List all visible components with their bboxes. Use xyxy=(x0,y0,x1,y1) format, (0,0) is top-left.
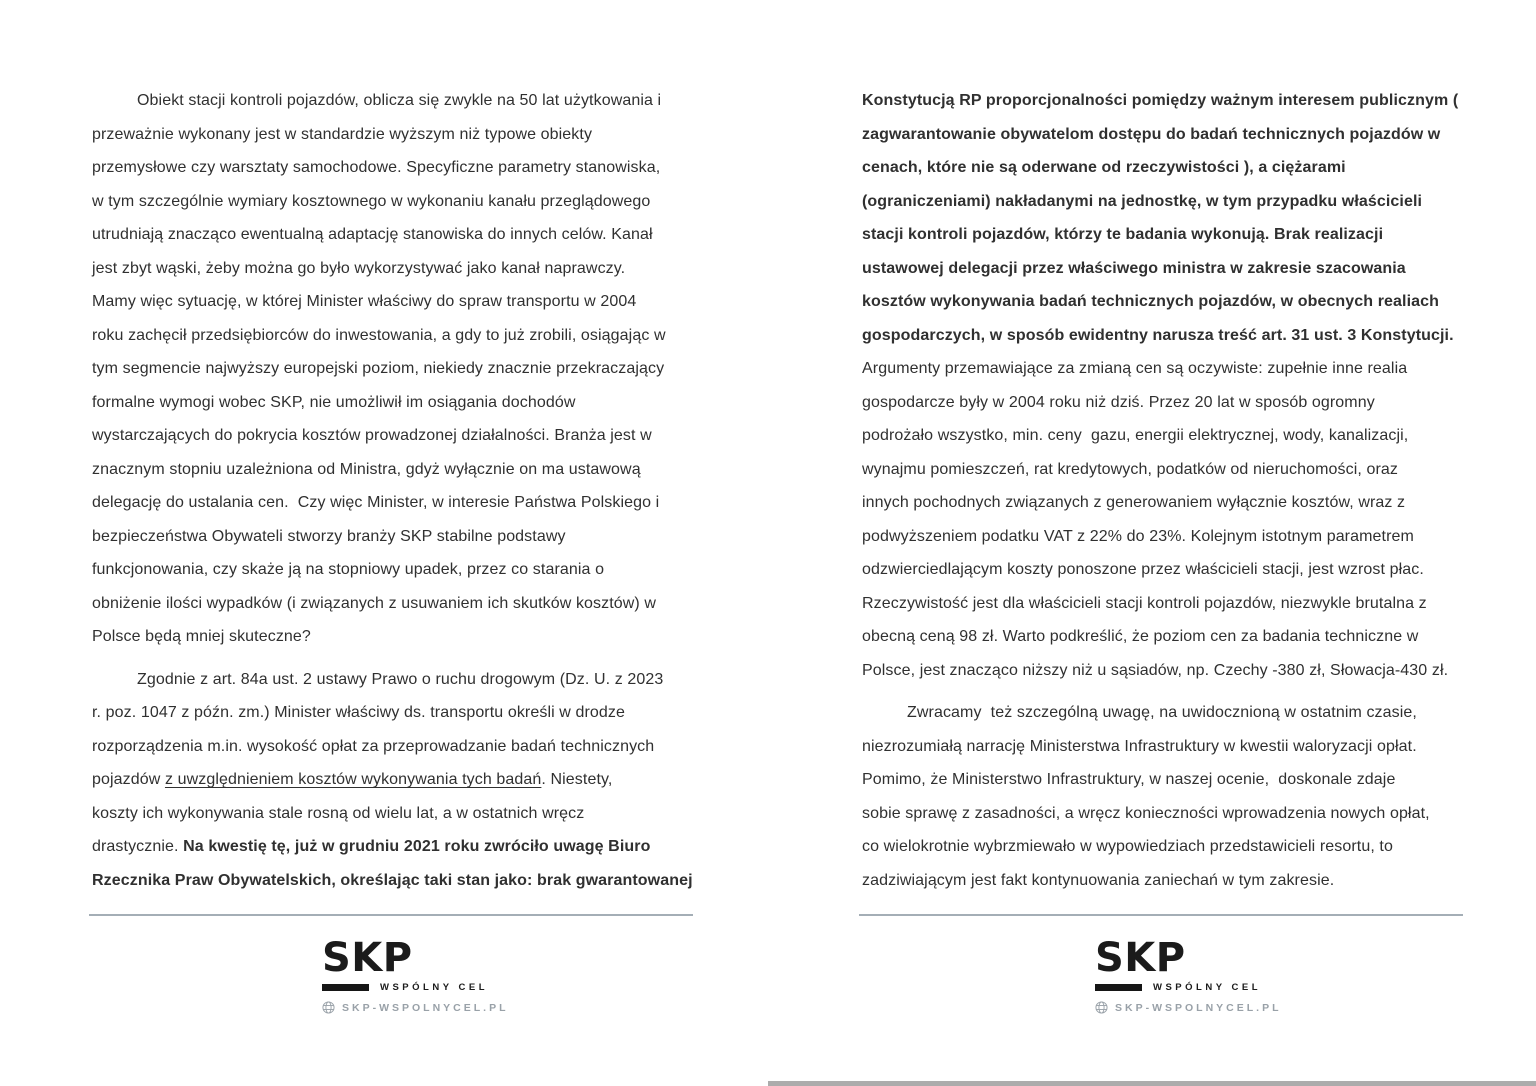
logo-tagline-row xyxy=(322,982,542,992)
logo-underline-bar xyxy=(322,984,369,991)
text-line: delegację do ustalania cen. Czy więc Minister, w interesie Państwa Polskiego i xyxy=(92,494,660,511)
text-line: formalne wymogi wobec SKP, nie umożliwił im osiągania dochodów xyxy=(92,393,576,411)
page-right-body-text xyxy=(862,84,1466,897)
paragraph xyxy=(862,84,1466,687)
text-line: tym segmencie najwyższy europejski poziom, niekiedy znacznie przekraczający xyxy=(92,360,665,377)
text-line: Rzecznika Praw Obywatelskich, określając taki stan jako: brak gwarantowanej xyxy=(92,871,693,889)
text-line: niezrozumiałą narrację Ministerstwa Infrastruktury w kwestii waloryzacji opłat. xyxy=(862,737,1417,755)
text-line: przeważnie wykonany jest w standardzie wyższym niż typowe obiekty xyxy=(92,125,593,143)
text-line: roku zachęcił przedsiębiorców do inwestowania, a gdy to już zrobili, osiągając w xyxy=(92,326,666,344)
text-line: Obiekt stacji kontroli pojazdów, oblicza się zwykle na 50 lat użytkowania i xyxy=(137,92,662,109)
text-line: w tym szczególnie wymiary kosztownego w wykonaniu kanału przeglądowego xyxy=(92,192,651,210)
text-line: drastycznie. Na kwestię tę, już w grudniu 2021 roku zwróciło uwagę Biuro xyxy=(92,838,651,855)
logo-tagline-row xyxy=(1095,982,1315,992)
text-line: Zwracamy też szczególną uwagę, na uwidocznioną w ostatnim czasie, xyxy=(907,704,1417,721)
text-line: gospodarczych, w sposób ewidentny narusza treść art. 31 ust. 3 Konstytucji. xyxy=(862,326,1454,344)
text-line: sobie sprawę z zasadności, a wręcz konieczności wprowadzenia nowych opłat, xyxy=(862,804,1430,822)
page-right xyxy=(768,0,1536,1086)
text-line: podwyższeniem podatku VAT z 22% do 23%. Kolejnym istotnym parametrem xyxy=(862,527,1414,545)
text-line: co wielokrotnie wybrzmiewało w wypowiedziach przedstawicieli resortu, to xyxy=(862,838,1393,855)
text-line: cenach, które nie są oderwane od rzeczywistości ), a ciężarami xyxy=(862,159,1346,176)
globe-icon xyxy=(1095,1001,1108,1014)
text-line: Konstytucją RP proporcjonalności pomiędzy ważnym interesem publicznym ( xyxy=(862,92,1459,109)
text-line: Polsce, jest znacząco niższy niż u sąsiadów, np. Czechy -380 zł, Słowacja-430 zł. xyxy=(862,661,1449,679)
paragraph xyxy=(862,696,1466,897)
text-line: obniżenie ilości wypadków (i związanych z usuwaniem ich skutków kosztów) w xyxy=(92,594,657,612)
text-line: r. poz. 1047 z późn. zm.) Minister właściwy ds. transportu określi w drodze xyxy=(92,704,626,721)
text-line: zagwarantowanie obywatelom dostępu do badań technicznych pojazdów w xyxy=(862,125,1441,143)
logo-underline-bar xyxy=(1095,984,1142,991)
skp-logo-wordmark: SKP xyxy=(322,935,413,981)
website-url: SKP-WSPOLNYCEL.PL xyxy=(1115,1001,1282,1014)
website-row xyxy=(322,1001,542,1014)
globe-icon xyxy=(322,1001,335,1014)
text-line: Zgodnie z art. 84a ust. 2 ustawy Prawo o ruchu drogowym (Dz. U. z 2023 xyxy=(137,670,664,688)
text-line: pojazdów z uwzględnieniem kosztów wykonywania tych badań. Niestety, xyxy=(92,771,613,788)
text-line: zadziwiającym jest fakt kontynuowania zaniechań w tym zakresie. xyxy=(862,871,1335,889)
text-line: Argumenty przemawiające za zmianą cen są oczywiste: zupełnie inne realia xyxy=(862,360,1408,377)
text-line: bezpieczeństwa Obywateli stworzy branży SKP stabilne podstawy xyxy=(92,527,566,545)
footer-divider xyxy=(859,914,1463,916)
page-left-body-text xyxy=(92,84,696,897)
text-line: jest zbyt wąski, żeby można go było wykorzystywać jako kanał naprawczy. xyxy=(92,259,626,277)
text-line: funkcjonowania, czy skaże ją na stopniowy upadek, przez co starania o xyxy=(92,561,605,578)
text-line: koszty ich wykonywania stale rosną od wielu lat, a w ostatnich wręcz xyxy=(92,804,585,822)
text-line: obecną ceną 98 zł. Warto podkreślić, że poziom cen za badania techniczne w xyxy=(862,628,1419,645)
text-line: przemysłowe czy warsztaty samochodowe. Specyficzne parametry stanowiska, xyxy=(92,159,661,176)
text-line: Rzeczywistość jest dla właścicieli stacji kontroli pojazdów, niezwykle brutalna z xyxy=(862,594,1427,612)
text-line: odzwierciedlającym koszty ponoszone przez właścicieli stacji, jest wzrost płac. xyxy=(862,561,1424,578)
text-line: utrudniają znacząco ewentualną adaptację stanowiska do innych celów. Kanał xyxy=(92,226,653,243)
text-line: podrożało wszystko, min. ceny gazu, energii elektrycznej, wody, kanalizacji, xyxy=(862,427,1409,444)
logo-tagline: WSPÓLNY CEL xyxy=(380,981,488,993)
text-line: innych pochodnych związanych z generowaniem wyłącznie kosztów, wraz z xyxy=(862,494,1406,511)
next-page-edge xyxy=(768,1081,1536,1086)
logo-tagline: WSPÓLNY CEL xyxy=(1153,981,1261,993)
website-row xyxy=(1095,1001,1315,1014)
skp-logo-wordmark: SKP xyxy=(1095,935,1186,981)
text-line: Mamy więc sytuację, w której Minister właściwy do spraw transportu w 2004 xyxy=(92,293,637,310)
text-line: ustawowej delegacji przez właściwego ministra w zakresie szacowania xyxy=(862,259,1406,277)
website-url: SKP-WSPOLNYCEL.PL xyxy=(342,1001,509,1014)
footer-divider xyxy=(89,914,693,916)
text-line: wystarczających do pokrycia kosztów prowadzonej działalności. Branża jest w xyxy=(92,427,652,444)
text-line: gospodarcze były w 2004 roku niż dziś. Przez 20 lat w sposób ogromny xyxy=(862,393,1375,411)
text-line: Pomimo, że Ministerstwo Infrastruktury, w naszej ocenie, doskonale zdaje xyxy=(862,771,1396,788)
text-line: znacznym stopniu uzależniona od Ministra, gdyż wyłącznie on ma ustawową xyxy=(92,460,641,478)
text-line: wynajmu pomieszczeń, rat kredytowych, podatków od nieruchomości, oraz xyxy=(862,460,1399,478)
text-line: Polsce będą mniej skuteczne? xyxy=(92,628,311,645)
text-line: rozporządzenia m.in. wysokość opłat za przeprowadzanie badań technicznych xyxy=(92,737,655,755)
text-line: kosztów wykonywania badań technicznych pojazdów, w obecnych realiach xyxy=(862,293,1440,310)
paragraph xyxy=(92,663,696,898)
text-line: stacji kontroli pojazdów, którzy te badania wykonują. Brak realizacji xyxy=(862,226,1384,243)
skp-logo xyxy=(322,935,542,1014)
skp-logo xyxy=(1095,935,1315,1014)
paragraph xyxy=(92,84,696,654)
text-line: (ograniczeniami) nakładanymi na jednostkę, w tym przypadku właścicieli xyxy=(862,192,1423,210)
